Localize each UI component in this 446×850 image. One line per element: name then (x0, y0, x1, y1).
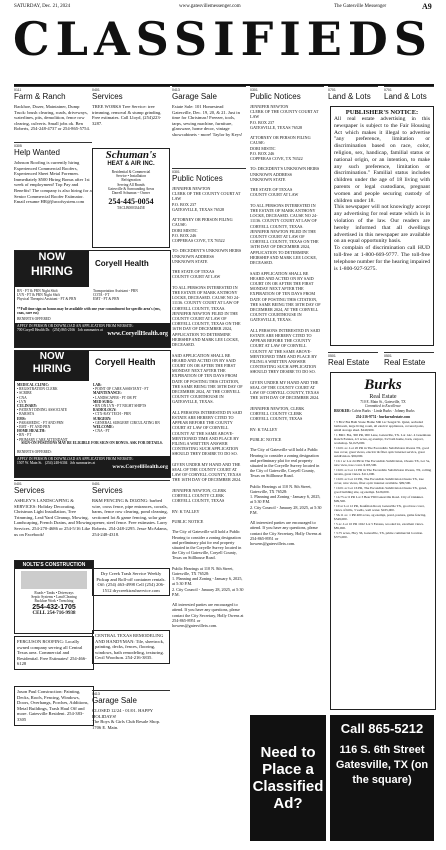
job-category: LAB: (93, 383, 102, 387)
section-realestate-2: 0501 Real Estate (384, 352, 434, 367)
page-number: A9 (422, 2, 432, 11)
central-texas-ad: CENTRAL TEXAS REMODELING AND HANDYMAN: Tile, sheetrock, painting, decks, fences, flooring, windows, bath remodeling, texturing. Cecil Woodson. 254-216-3835. (92, 630, 170, 664)
job-item: • SCRIBE (17, 391, 32, 396)
coryell-website[interactable]: www.CoryellHealth.org (107, 331, 168, 338)
section-public-2: 0301 Public Notices (172, 168, 246, 183)
job-item: Transportation Assistant - PRN (93, 289, 138, 293)
now-label: NOW (38, 251, 66, 263)
job-category: HOME HEALTH: (17, 429, 46, 434)
job-list-left (17, 289, 89, 302)
benefits-label: BENEFITS OFFERED (17, 317, 51, 321)
listing-item: • 14.75 ac 6 PR Lot 3 Bear Hill Gatesville Road. City of Oakkner. $99,500. (334, 494, 424, 503)
job-item: • PARAMEDIC - FT AND PRN (17, 420, 64, 425)
job-item: Physical Therapist Assistant - FT & PRN (17, 297, 77, 302)
listing-item: • 10 ac Lot 12 PR, Kaufman Road, Gatesville TX, good tree cover, views of hills, 3 wells, well water. $165,000. (334, 503, 425, 512)
apply-bar: APPLY IN PERSON OR DOWNLOAD AN APPLICATION FROM WEBSITE: 700 Coryell Health Dr. (254) 865-2166 Job summaries at www.CoryellHealth.org (15, 323, 170, 347)
hiring-label: HIRING (31, 264, 73, 278)
job-item: • CNA (17, 395, 27, 400)
job-category: MED SURG: (93, 399, 114, 404)
paper-name: The Gatesville Messenger (334, 4, 387, 9)
help-wanted-ad: Johnson Roofing is currently hiring Experienced Commercial Roofers, Experienced Sheet Metal Foremen. Immediately $500 Hiring Bonus after 1st week of employment! Top Pay and Benefits! The company is also hiring for a Senior Commercial Roofer Estimator. Email resume HR@jhroofsystem.com (14, 160, 92, 205)
public-notice-text-b: JENNIFER NEWTON CLERK OF THE COUNTY COURT AT LAW P.O. BOX 237 GATESVILLE, TEXAS 76528 ATTORNEY OR PERSON FILING CAUSE: DORI MISTIC P.O. BOX 246 COPPERAS COVE, TX 76522 TO: DECEDENT'S UNKNOWN HEIRS UNKNOWN ADDRESS UNKNOWN STATE THE STATE OF TEXAS COUNTY COURT AT LAW TO ALL PERSONS INTERESTED IN THE ESTATE OF MARK ANTHONY LOCKE, DECEASED. CAUSE NO 24-11136. COUNTY COURT AT LAW OF CORYELL COUNTY, TEXAS. JENNIFER NEWTON FILED IN THE COUNTY COURT AT LAW OF CORYELL COUNTY, TEXAS ON THE 16TH DAY OF DECEMBER 2024, APPLICATION TO DETERMINE HEIRSHIP AND MARK LEE LOCKE, DECEASED. SAID APPLICATION SHALL BE HEARD AND ACTED ON BY SAID COURT ON OR AFTER THE FIRST MONDAY NEXT AFTER THE EXPIRATION OF TEN DAYS FROM DATE OF POSTING THIS CITATION, THE SAME BEING THE 30TH DAY OF DECEMBER 2024, AT THE CORYELL COUNTY COURTHOUSE IN GATESVILLE, TEXAS. ALL PERSONS INTERESTED IN SAID ESTATE ARE HEREBY CITED TO APPEAR BEFORE THE COUNTY COURT AT LAW OF CORYELL COUNTY AT THE SAME ABOVE-MENTIONED TIME AND PLACE BY FILING A WRITTEN ANSWER CONTESTING SUCH APPLICATION SHOULD THEY DESIRE TO DO SO. GIVEN UNDER MY HAND AND THE SEAL OF THE COUNTY COURT AT LAW OF CORYELL COUNTY, TEXAS THE 16TH DAY OF DECEMBER 2024. JENNIFER NEWTON, CLERK CORYELL COUNTY CLERK CORYELL COUNTY, TEXAS BY: K TALLEY PUBLIC NOTICE The City of Gatesville will hold a Public Hearing to consider a zoning designation and preliminary plat for real property situated in the Coryelle Survey located in the City of Gatesville, Coryell County, Texas on Stillhouse Road. Public Hearings at 110 N. 8th Street, Gatesville, TX 76528: 1. Planning and Zoning - January 6, 2025, at 5:30 P.M. 2. City Council - January 28, 2025, at 5:30 P.M. All interested parties are encouraged to attend. If you have any questions, please contact the City Secretary, Holly Owens at 254-865-8951 or howens@gatesvilletx.com. (250, 104, 322, 547)
listings (331, 419, 435, 541)
job-item: • GENERAL SURGERY CIRCULATING RN (93, 420, 160, 425)
section-land-2: 0701 Land & Lots (384, 86, 434, 101)
tree-works-ad: TREE WORKS Tree Service: tree trimming, removal & stump grinding. Free estimates. Call Lloyd, (254)223-3287. (92, 104, 162, 126)
job-item: • EMT - FT AND PRN (17, 425, 51, 430)
job-category: RADIOLOGY: (93, 408, 117, 413)
bonus-note: **Full time sign on bonus may be available with one year commitment for specific area's (rns, cnas, care ess) (17, 307, 161, 316)
job-item: • RN - FT (17, 433, 32, 438)
job-category: MAINTENANCE: (93, 391, 122, 396)
listing-item: • 56.11 ac. 1 PR 400 acres, ag exempt, pond, pasture, game fencing. $549,000. (334, 512, 427, 521)
job-item: • REGISTRATION CLERK (17, 387, 58, 392)
jobs-col-a (17, 383, 89, 442)
section-public-1: 0301 Public Notices (250, 86, 324, 101)
job-item: • BARISTA (17, 412, 35, 417)
excavator-image (21, 571, 87, 589)
job-item: LVN - FT & PRN Night Shift (17, 293, 60, 298)
call-ad: Call 865-5212 116 S. 6th Street Gatesville, TX (on the square) (330, 715, 434, 841)
apply-bar: APPLY IN PERSON OR DOWNLOAD AN APPLICATION FROM WEBSITE: 1507 W. Main St. (254) 248-6304 Job summaries at www.CoryellHealth.org (15, 456, 170, 477)
listing-item: • 10.01 ac Lot 16 PR, The Escondido Subdivision Owens TX, gated, good building site, ag exempt. $126,000. (334, 485, 427, 494)
job-item: • PRIMARY CARE ATTENDANT (17, 437, 68, 442)
burks-real-estate-ad: Burks Real Estate 710 E. Main St., Gatesville, TX Committed to Excellence BROKER: Calvin Burks · Linda Burks · Johnny Burks 254-216-9774 · burksrealestate.com • 3 Br/2 BA Bath Stone Home SIR 1ac Seagal St. Quiet, secluded bathroom, large living room, all electric appliances, covered patio, small storage shed. $249,900. • 1 BR/1 BA, 300 PR, 900 Lane, Gatesville, TX. Lot 1Ac. 4 Greenhaus Ranch Estates, 4.5 acres, ag exempt, 3/2 bath home, barn, carport, workshop. $1,025,000. • 10.01 ac. Lot 20 PR in The Escondido Subdivision Owens TX, good tree cover, great views, electric & fiber optic internet service, great subdivision. $90,000. • 10.1 ac Lot 24 PR in The Escondido Subdivision, Owens TX, Lot 5a, nice view, tree cover. $103,500. • 10.01 ac Lot 12 PR in The Escondido Subdivision Owens, TX, rolling terrain, great views. $111,000. • 10.01 ac Lot 10 PR, The Escondido Subdivision Owens TX, tree cover, nice views, fiber optic internet available. $99,500. • 10.01 ac Lot 16 PR, The Escondido Subdivision Owens TX, gated, good building site, ag exempt. $126,000. • 14.75 ac 6 PR Lot 3 Bear Hill Gatesville Road. City of Oakkner. $99,500. • 10 ac Lot 12 PR, Kaufman Road, Gatesville TX, good tree cover, views of hills, 3 wells, well water. $165,000. • 56.11 ac. 1 PR 400 acres, ag exempt, pond, pasture, game fencing. $549,000. • 5 ac. Lot 10 PR 1022 Lot 5 Estates, wooded lot, excellent views. $85,000. • 3.75 acres, Hwy 36, Gatesville, TX, prime commercial location. $375,000. (330, 372, 436, 710)
job-category: CULINARY: (17, 404, 38, 409)
coryell-logo: Coryell Health (95, 357, 156, 367)
need-classified-ad: Need to Place a Classified Ad? (250, 715, 326, 841)
signon-note: SIGN-ON POSITIONS MAY BE ELIGIBLE FOR SIGN ON BONUS. ASK FOR DETAILS. (21, 441, 163, 445)
job-category: MEDICAL CLINIC: (17, 383, 50, 387)
job-category: SURGERY: (93, 416, 112, 421)
section-garage-2: 0413 Garage Sale (92, 690, 170, 705)
job-category: WELCOME: (93, 425, 114, 430)
job-item: • PATIENT DINING ASSOCIATE (17, 408, 68, 413)
jobs-col-b (93, 383, 167, 433)
listing-item: • 5 ac. Lot 10 PR 1022 Lot 5 Estates, wooded lot, excellent views. $85,000. (334, 521, 424, 530)
listing-item: • 10.01 ac Lot 10 PR, The Escondido Subdivision Owens TX, tree cover, nice views, fiber optic internet available. $99,500. (334, 476, 424, 485)
section-farm: 0111 Farm & Ranch (14, 86, 92, 101)
section-services-2: 0401 Services (14, 480, 92, 495)
job-item: • CTX-RAY TECH - PRN (93, 412, 131, 417)
coryell-ad-2: NOW HIRING Coryell Health MEDICAL CLINIC: • REGISTRATION CLERK • SCRIBE • CNA • LVN CULINARY: • PATIENT DINING ASSOCIATE • BARISTA EMS: • PARAMEDIC - FT AND PRN • EMT - FT AND PRN HOME HEALTH: • RN - FT • PRIMARY CARE ATTENDANT LAB: • POINT OF CARE ASSISTANT - FT MAINTENANCE: • LANDSCAPER - FT OR PT MED SURG: • RN ON LVN - FT NIGHT SHIFTS RADIOLOGY: • CTX-RAY TECH - PRN SURGERY: • GENERAL SURGERY CIRCULATING RN WELCOME: • CNA - FT SIGN-ON POSITIONS MAY BE ELIGIBLE FOR SIGN ON BONUS. ASK FOR DETAILS. BENEFITS OFFERED: APPLY IN PERSON OR DOWNLOAD AN APPLICATION FROM WEBSITE: 1507 W. Main St. (254) 248-6304 Job summaries at www.CoryellHealth.org (14, 350, 171, 478)
section-realestate-1: 0501 Real Estate (328, 352, 378, 367)
dry-creek-ad: Dry Creek Trash Service Weekly Pickup and Roll-off container rentals. Off: (254) 463-4998 Cell (254) 206-1512 drycreektrashservice.com (92, 568, 170, 596)
noltes-ad: NOLTE'S CONSTRUCTION Roads • Tanks • Driveways Septic Systems • Land Clearing Backhoe Work • Trenching 254-432-1705 CELL 254-716-9938 (14, 560, 94, 634)
section-services-3: 0401 Services (92, 480, 170, 495)
listing-item: • 3 Br/2 BA Bath Stone Home SIR 1ac Seagal St. Quiet, secluded bathroom, large living room, all electric appliances, covered patio, small storage shed. $249,900. (334, 419, 425, 432)
benefits-label: BENEFITS OFFERED: (17, 450, 52, 454)
publishers-notice: PUBLISHER'S NOTICE: All real estate advertising in this newspaper is subject to the Fair Housing Act which makes it illegal to advertise "any preference, limitation or discrimination based on race, color, religion, sex, handicap, familial status or national origin, or an intention, to make any such preference, limitation or discrimination." Familial status includes children under the age of 18 living with parents or legal custodians, pregnant women and people securing custody of children under 18. This newspaper will not knowingly accept any advertising for real estate which is in violation of the law. Our readers are hereby informed that all dwellings advertised in this newspaper are available on an equal opportunity basis. To complain of discrimination call HUD toll-free at 1-800-669-9777. The toll-free telephone number for the hearing impaired is 1-800-927-9275. (330, 106, 434, 346)
listing-item: • 1 BR/1 BA, 300 PR, 900 Lane, Gatesville, TX. Lot 1Ac. 4 Greenhaus Ranch Estates, 4.5 acres, ag exempt, 3/2 bath home, barn, carport, workshop. $1,025,000. (334, 432, 431, 445)
listing-item: • 10.1 ac Lot 24 PR in The Escondido Subdivision, Owens TX, Lot 5a, nice view, tree cover. $103,500. (334, 458, 431, 467)
listing-item: • 10.01 ac. Lot 20 PR in The Escondido Subdivision Owens TX, good tree cover, great views, electric & fiber optic internet service, great subdivision. $90,000. (334, 445, 429, 458)
job-item: • LVN (17, 399, 27, 404)
job-item: • LANDSCAPER - FT OR PT (93, 395, 137, 400)
ferguson-ad: FERGUSON ROOFING: Locally owned company serving all Central Texas area. Commercial and Residential. Free Estimates! 254-466-6128 (14, 636, 94, 670)
page-title: CLASSIFIEDS (13, 12, 433, 66)
section-garage-1: 0413 Garage Sale (172, 86, 246, 101)
section-help: 0305 Help Wanted (14, 142, 92, 157)
coryell-website[interactable]: www.CoryellHealth.org (112, 464, 168, 471)
listing-item: • 3.75 acres, Hwy 36, Gatesville, TX, prime commercial location. $375,000. (334, 530, 423, 539)
job-item: • POINT OF CARE ASSISTANT - FT (93, 387, 149, 392)
resale-shop-ad: CLOSED 12/24 - 01/01. HAPPY HOLIDAYS! The Boys & Girls Club Resale Shop. 1706 E. Main. (92, 708, 161, 730)
job-item: RN - FT & PRN Night Shift (17, 289, 58, 293)
schumans-ad: Schuman's HEAT & AIR INC. Residential & Commercial Service • Installation Refrigeration Serving All Brands Gatesville & Surrounding Areas Darrell Schuman ~ Owner 254-445-0054 TACLB00033445E (92, 148, 170, 248)
coryell-ad-1 (14, 250, 171, 348)
job-item: • CNA - FT (93, 429, 110, 434)
job-item: EMT - FT & PRN (93, 297, 120, 302)
site-url[interactable]: www.gatesvillemessenger.com (179, 4, 241, 9)
public-notice-text-a: JENNIFER NEWTON CLERK OF THE COUNTY COURT AT LAW P.O. BOX 237 GATESVILLE, TEXAS 76528 ATTORNEY OR PERSON FILING CAUSE: DORI MISTIC P.O. BOX 246 COPPERAS COVE, TX 76522 TO: DECEDENT'S UNKNOWN HEIRS UNKNOWN ADDRESS UNKNOWN STATE THE STATE OF TEXAS COUNTY COURT AT LAW TO ALL PERSONS INTERESTED IN THE ESTATE OF MARK ANTHONY LOCKE, DECEASED. CAUSE NO 24-11136. COUNTY COURT AT LAW OF CORYELL COUNTY, TEXAS. JENNIFER NEWTON FILED IN THE COUNTY COURT AT LAW OF CORYELL COUNTY, TEXAS ON THE 16TH DAY OF DECEMBER 2024, APPLICATION TO DETERMINE HEIRSHIP AND MARK LEE LOCKE, DECEASED. SAID APPLICATION SHALL BE HEARD AND ACTED ON BY SAID COURT ON OR AFTER THE FIRST MONDAY NEXT AFTER THE EXPIRATION OF TEN DAYS FROM DATE OF POSTING THIS CITATION, THE SAME BEING THE 30TH DAY OF DECEMBER 2024, AT THE CORYELL COUNTY COURTHOUSE IN GATESVILLE, TEXAS. ALL PERSONS INTERESTED IN SAID ESTATE ARE HEREBY CITED TO APPEAR BEFORE THE COUNTY COURT AT LAW OF CORYELL COUNTY AT THE SAME ABOVE-MENTIONED TIME AND PLACE BY FILING A WRITTEN ANSWER CONTESTING SUCH APPLICATION SHOULD THEY DESIRE TO DO SO. GIVEN UNDER MY HAND AND THE SEAL OF THE COUNTY COURT AT LAW OF CORYELL COUNTY, TEXAS THE 16TH DAY OF DECEMBER 2024. JENNIFER NEWTON, CLERK CORYELL COUNTY CLERK CORYELL COUNTY, TEXAS BY: K TALLEY PUBLIC NOTICE The City of Gatesville will hold a Public Hearing to consider a zoning designation and preliminary plat for real property situated in the Coryelle Survey located in the City of Gatesville, Coryell County, Texas on Stillhouse Road. Public Hearings at 110 N. 8th Street, Gatesville, TX 76528: 1. Planning and Zoning - January 6, 2025, at 5:30 P.M. 2. City Council - January 28, 2025, at 5:30 P.M. All interested parties are encouraged to attend. If you have any questions, please contact the City Secretary, Holly Owens at 254-865-8951 or howens@gatesvilletx.com. (172, 186, 244, 629)
jason-paul-ad: Jason Paul Construction: Painting, Decks, Roofs, Fencing, Windows, Doors, Overhangs, Porches, Additions, Metal Buildings, Trash Haul Off and more. Gatesville Resident. 254-383-3305 (14, 686, 94, 726)
coryell-logo: Coryell Health (95, 259, 149, 268)
farm-ad: Backhoe, Dozer, Maintainer, Dump Truck: brush clearing, roads, driveways, waterlines, pits, demolition, fence row clearing, culverts. Small jobs ok. Ben Roberts, 254-248-4737 or 254-865-5754. (14, 104, 90, 132)
ashleys-ad: ASHLEY'S LANDSCAPING & SERVICES: Holiday Decorating, Christmas Light Installation, Tree Trimming, Leaf/Yard Cleanup, Mowing, Landscaping, French Drains, and Mowing Services. 254-270-4686 or 254-5/16 Like us on Facebook! (14, 498, 92, 537)
section-services-1: 0401 Services (92, 86, 170, 101)
listing-item: • 10.01 ac Lot 12 PR in The Escondido Subdivision Owens, TX, rolling terrain, great views. $111,000. (334, 467, 432, 476)
burks-website[interactable]: burksrealestate.com (379, 414, 411, 419)
rm-fencing-ad: R&M FENCING & DOZING: barbed wire, cross fence, pipe entrances, corrals, barns, fence row clearing, pond cleaning, sectioned lot & game fencing, solar gate opener, steel fence. Free estimates. Larry Roberts. 254-248-2295. Jesse McAdams, 254-248-4318. (92, 498, 168, 537)
job-item: • RN ON LVN - FT NIGHT SHIFTS (93, 404, 147, 409)
section-land-1: 0701 Land & Lots (328, 86, 378, 101)
job-category: EMS: (17, 416, 26, 421)
job-list-right (93, 289, 167, 302)
estate-sale-ad: Estate Sale: 101 Homestead Gatesville, Dec. 19, 20, & 21. Just in time for Christmas! Freezer, tools, tarps, sewing machine, furniture, glassware, home decor, vintage showcabinets - more! Taylor by Keys! (172, 104, 243, 137)
job-item: COTA - FT (93, 293, 110, 298)
issue-date: SATURDAY, Dec. 21, 2024 (14, 4, 71, 9)
